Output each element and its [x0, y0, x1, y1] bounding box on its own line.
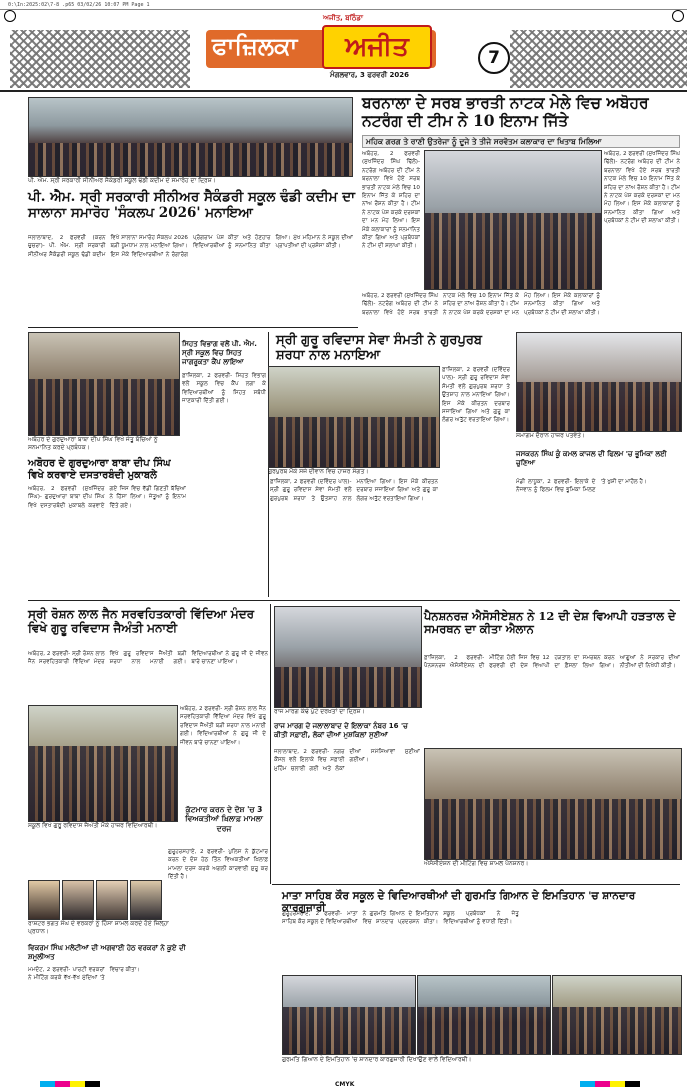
section-rule	[28, 600, 680, 601]
article-body: ਅਬੋਹਰ, 2 ਫਰਵਰੀ- ਸ੍ਰੀ ਰੋਸ਼ਨ ਲਾਲ ਜੈਨ ਸਰਵਹਿਤਕਾਰੀ ਵਿੱਦਿਆ ਮੰਦਰ ਵਿਖੇ ਗੁਰੂ ਰਵਿਦਾਸ ਜੈਅੰਤੀ ਬੜੀ ਸ਼ਰਧਾ ਨਾਲ ਮਨਾਈ ਗਈ। ਵਿਦਿਆਰਥੀਆਂ ਨੇ ਗੁਰੂ ਜੀ ਦੇ ਜੀਵਨ ਬਾਰੇ ਚਾਨਣਾ ਪਾਇਆ।	[28, 651, 268, 666]
photo-caption: ਰਾਸ਼ਟਰ ਭਗਤ ਸੰਘ ਦੇ ਵਰਕਰਾਂ ਨੂੰ ਹਿੱਸਾ ਸ਼ਾਮਲ ਕਰਦੇ ਹੋਏ ਜ਼ਿਲ੍ਹਾ ਪ੍ਰਧਾਨ।	[28, 920, 169, 935]
logo-ajit	[322, 25, 432, 69]
portrait-photo	[96, 880, 128, 920]
article-body: ਅਬੋਹਰ, 2 ਫਰਵਰੀ (ਸੁਖਜਿੰਦਰ ਸਿੰਘ ਢਿੱਲੋਂ)- ਨਟਰੰਗ ਅਬੋਹਰ ਦੀ ਟੀਮ ਨੇ ਬਰਨਾਲਾ ਵਿਖੇ ਹੋਏ ਸਰਬ ਭਾਰਤੀ ਨਾਟਕ ਮੇਲੇ ਵਿਚ 10 ਇਨਾਮ ਜਿੱਤ ਕੇ ਸ਼ਹਿਰ ਦਾ ਨਾਂਅ ਰੌਸ਼ਨ ਕੀਤਾ ਹੈ। ਟੀਮ ਨੇ ਨਾਟਕ ਪੇਸ਼ ਕਰਕੇ ਦਰਸ਼ਕਾਂ ਦਾ ਮਨ ਮੋਹ ਲਿਆ। ਇਸ ਮੌਕੇ ਕਲਾਕਾਰਾਂ ਨੂੰ ਸਨਮਾਨਿਤ ਕੀਤਾ ਗਿਆ ਅਤੇ ਪ੍ਰਬੰਧਕਾਂ ਨੇ ਟੀਮ ਦੀ ਸ਼ਲਾਘਾ ਕੀਤੀ।	[604, 151, 680, 225]
issue-date: ਮੰਗਲਵਾਰ, 3 ਫਰਵਰੀ 2026	[330, 71, 409, 79]
article-body: ਗੁਰੂਹਰਸਹਾਏ, 2 ਫਰਵਰੀ- ਪੁਲਿਸ ਨੇ ਕੁੱਟਮਾਰ ਕਰਨ ਦੇ ਦੋਸ਼ ਹੇਠ ਤਿੰਨ ਵਿਅਕਤੀਆਂ ਖ਼ਿਲਾਫ਼ ਮਾਮਲਾ ਦਰਜ ਕਰਕੇ ਅਗਲੀ ਕਾਰਵਾਈ ਸ਼ੁਰੂ ਕਰ ਦਿੱਤੀ ਹੈ।	[168, 849, 268, 881]
section-rule	[272, 884, 680, 885]
portrait-photo	[62, 880, 94, 920]
article-body: ਫ਼ਾਜ਼ਿਲਕਾ, 2 ਫਰਵਰੀ (ਦਵਿੰਦਰ ਪਾਲ)- ਸ੍ਰੀ ਗੁਰੂ ਰਵਿਦਾਸ ਸੇਵਾ ਸੰਮਤੀ ਵਲੋਂ ਗੁਰਪੁਰਬ ਸ਼ਰਧਾ ਤੇ ਉਤਸ਼ਾਹ ਨਾਲ ਮਨਾਇਆ ਗਿਆ। ਇਸ ਮੌਕੇ ਕੀਰਤਨ ਦਰਬਾਰ ਸਜਾਇਆ ਗਿਆ ਅਤੇ ਗੁਰੂ ਕਾ ਲੰਗਰ ਅਤੁੱਟ ਵਰਤਾਇਆ ਗਿਆ।	[270, 479, 438, 502]
headline-gurmat-exam: ਮਾਤਾ ਸਾਹਿਬ ਕੌਰ ਸਕੂਲ ਦੇ ਵਿਦਿਆਰਥੀਆਂ ਦੀ ਗੁਰਮਤਿ ਗਿਆਨ ਦੇ ਇਮਤਿਹਾਨ 'ਚ ਸ਼ਾਨਦਾਰ ਕਾਰਗੁਜ਼ਾਰੀ	[282, 890, 636, 915]
students-photo	[282, 975, 416, 1055]
pensioners-meeting-photo	[424, 748, 682, 860]
cmyk-mark: CMYK	[335, 1081, 355, 1088]
photo-caption: ਗੁਰਪੁਰਬ ਮੌਕੇ ਸਜੇ ਦੀਵਾਨ ਵਿਚ ਹਾਜ਼ਰ ਸੰਗਤ।	[268, 468, 369, 475]
subhead-natak-mela: ਮਹਿਕ ਗਰਗ ਤੇ ਰਾਣੀ ਉਤਰੇਜਾ ਨੂੰ ਦੂਜੇ ਤੇ ਤੀਜੇ ਸਰਵੋਤਮ ਕਲਾਕਾਰ ਦਾ ਖਿਤਾਬ ਮਿਲਿਆ	[362, 135, 680, 148]
headline-film-role: ਜਸਕਰਨ ਸਿੰਘ ਕੂੰ ਕਮਲ ਕਾਜਲ ਦੀ ਫਿਲਮ 'ਚ ਭੂਮਿਕਾ ਲਈ ਚੁਣਿਆ	[516, 450, 667, 467]
photo-caption: ਰਾਜ ਮਾਰਗ ਕੰਢੇ ਪੁੱਟੇ ਦਰਖ਼ਤਾਂ ਦਾ ਦ੍ਰਿਸ਼।	[274, 708, 365, 715]
school-jayanti-photo	[28, 705, 178, 822]
article-body: ਫ਼ਾਜ਼ਿਲਕਾ, 2 ਫਰਵਰੀ- ਪੈਨਸ਼ਨਰਜ਼ ਐਸੋਸੀਏਸ਼ਨ ਦੀ ਮੀਟਿੰਗ ਹੋਈ ਜਿਸ ਵਿਚ 12 ਫਰਵਰੀ ਦੀ ਦੇਸ਼ ਵਿਆਪੀ ਹੜਤਾਲ ਦਾ ਸਮਰਥਨ ਕਰਨ ਦਾ ਫ਼ੈਸਲਾ ਲਿਆ ਗਿਆ। ਆਗੂਆਂ ਨੇ ਸਰਕਾਰ ਦੀਆਂ ਨੀਤੀਆਂ ਦੀ ਨਿਖੇਧੀ ਕੀਤੀ।	[424, 655, 680, 670]
students-photo	[417, 975, 551, 1055]
ceremony-photo	[516, 332, 682, 432]
article-body: ਮਮਦੋਟ, 2 ਫਰਵਰੀ- ਪਾਰਟੀ ਵਰਕਰਾਂ ਨੇ ਮੀਟਿੰਗ ਕਰਕੇ ਵੱਖ-ਵੱਖ ਮੁੱਦਿਆਂ 'ਤੇ ਵਿਚਾਰ ਕੀਤਾ।	[28, 967, 141, 982]
article-body: ਗੁਰੂਹਰਸਹਾਏ, 2 ਫਰਵਰੀ- ਮਾਤਾ ਸਾਹਿਬ ਕੌਰ ਸਕੂਲ ਦੇ ਵਿਦਿਆਰਥੀਆਂ ਨੇ ਗੁਰਮਤਿ ਗਿਆਨ ਦੇ ਇਮਤਿਹਾਨ ਵਿਚ ਸ਼ਾਨਦਾਰ ਪ੍ਰਦਰਸ਼ਨ ਕੀਤਾ। ਸਕੂਲ ਪ੍ਰਬੰਧਕਾਂ ਨੇ ਜੇਤੂ ਵਿਦਿਆਰਥੀਆਂ ਨੂੰ ਵਧਾਈ ਦਿੱਤੀ।	[282, 911, 519, 926]
print-slug: 0:\In:2025:02\7-8 .p65 03/02/26 10:07 PM Page 1	[0, 0, 687, 10]
portrait-photo	[28, 880, 60, 920]
headline-ward-16: ਰਾਜ ਮਾਰਗ ਦੇ ਜਲਾਲਾਬਾਦ ਦੇ ਇਲਾਕਾ ਨੰਬਰ 16 'ਚ ਕੀਤੀ ਸਫ਼ਾਈ, ਲੋਕਾਂ ਦੀਆਂ ਮੁਸ਼ਕਿਲਾਂ ਸੁਣੀਆਂ	[274, 722, 408, 739]
headline-sankalp-2026: ਪੀ. ਐਮ. ਸ੍ਰੀ ਸਰਕਾਰੀ ਸੀਨੀਅਰ ਸੈਕੰਡਰੀ ਸਕੂਲ ਢੰਡੀ ਕਦੀਮ ਦਾ ਸਾਲਾਨਾ ਸਮਾਰੋਹ 'ਸੰਕਲਪ 2026' ਮਨਾਇਆ	[28, 189, 356, 221]
photo-caption: ਪੀ. ਐਮ. ਸ੍ਰੀ ਸਰਕਾਰੀ ਸੀਨੀਅਰ ਸੈਕੰਡਰੀ ਸਕੂਲ ਢੰਡੀ ਕਦੀਮ ਦੇ ਸਮਾਰੋਹ ਦਾ ਦ੍ਰਿਸ਼।	[28, 177, 216, 184]
article-body: ਫ਼ਾਜ਼ਿਲਕਾ, 2 ਫਰਵਰੀ- ਸਿਹਤ ਵਿਭਾਗ ਵਲੋਂ ਸਕੂਲ ਵਿਚ ਕੈਂਪ ਲਗਾ ਕੇ ਵਿਦਿਆਰਥੀਆਂ ਨੂੰ ਸਿਹਤ ਸਬੰਧੀ ਜਾਣਕਾਰੀ ਦਿੱਤੀ ਗਈ।	[182, 373, 266, 405]
article-body: ਜਲਾਲਾਬਾਦ, 2 ਫਰਵਰੀ- ਨਗਰ ਕੌਂਸਲ ਵਲੋਂ ਇਲਾਕੇ ਵਿਚ ਸਫ਼ਾਈ ਮੁਹਿੰਮ ਚਲਾਈ ਗਈ ਅਤੇ ਲੋਕਾਂ ਦੀਆਂ ਸਮੱਸਿਆਵਾਂ ਸੁਣੀਆਂ ਗਈਆਂ।	[274, 749, 420, 772]
column-rule	[270, 604, 271, 884]
masthead-pattern-right	[510, 30, 687, 88]
photo-caption: ਸਕੂਲ ਵਿਖੇ ਗੁਰੂ ਰਵਿਦਾਸ ਜੈਅੰਤੀ ਮੌਕੇ ਹਾਜ਼ਰ ਵਿਦਿਆਰਥੀ।	[28, 822, 158, 829]
gurpurab-photo	[268, 366, 440, 468]
headline-health-camp: ਸਿਹਤ ਵਿਭਾਗ ਵਲੋਂ ਪੀ. ਐਮ. ਸ੍ਰੀ ਸਕੂਲ ਵਿਚ ਸਿਹਤ ਜਾਗਰੂਕਤਾ ਕੈਂਪ ਲਾਇਆ	[182, 340, 257, 366]
masthead-rule	[0, 90, 687, 92]
headline-natak-mela: ਬਰਨਾਲਾ ਦੇ ਸਰਬ ਭਾਰਤੀ ਨਾਟਕ ਮੇਲੇ ਵਿਚ ਅਬੋਹਰ ਨਟਰੰਗ ਦੀ ਟੀਮ ਨੇ 10 ਇਨਾਮ ਜਿੱਤੇ	[362, 93, 649, 130]
headline-dastarbandi: ਅਬੋਹਰ ਦੇ ਗੁਰਦੁਆਰਾ ਬਾਬਾ ਦੀਪ ਸਿੰਘ ਵਿਖੇ ਕਰਵਾਏ ਦਸਤਾਰਬੰਦੀ ਮੁਕਾਬਲੇ	[28, 458, 171, 481]
portrait-photo	[130, 880, 162, 920]
drama-team-photo	[424, 150, 602, 290]
dastarbandi-photo	[28, 332, 180, 436]
article-body: ਅਬੋਹਰ, 2 ਫਰਵਰੀ (ਸੁਖਜਿੰਦਰ ਸਿੰਘ ਢਿੱਲੋਂ)- ਨਟਰੰਗ ਅਬੋਹਰ ਦੀ ਟੀਮ ਨੇ ਬਰਨਾਲਾ ਵਿਖੇ ਹੋਏ ਸਰਬ ਭਾਰਤੀ ਨਾਟਕ ਮੇਲੇ ਵਿਚ 10 ਇਨਾਮ ਜਿੱਤ ਕੇ ਸ਼ਹਿਰ ਦਾ ਨਾਂਅ ਰੌਸ਼ਨ ਕੀਤਾ ਹੈ। ਟੀਮ ਨੇ ਨਾਟਕ ਪੇਸ਼ ਕਰਕੇ ਦਰਸ਼ਕਾਂ ਦਾ ਮਨ ਮੋਹ ਲਿਆ। ਇਸ ਮੌਕੇ ਕਲਾਕਾਰਾਂ ਨੂੰ ਸਨਮਾਨਿਤ ਕੀਤਾ ਗਿਆ ਅਤੇ ਪ੍ਰਬੰਧਕਾਂ ਨੇ ਟੀਮ ਦੀ ਸ਼ਲਾਘਾ ਕੀਤੀ।	[362, 151, 420, 250]
headline-pensioners: ਪੈਨਸ਼ਨਰਜ਼ ਐਸੋਸੀਏਸ਼ਨ ਨੇ 12 ਦੀ ਦੇਸ਼ ਵਿਆਪੀ ਹੜਤਾਲ ਦੇ ਸਮਰਥਨ ਦਾ ਕੀਤਾ ਐਲਾਨ	[424, 609, 676, 637]
logo-city: ਫਾਜ਼ਿਲਕਾ	[212, 31, 298, 60]
edition-label: ਅਜੀਤ, ਬਠਿੰਡਾ	[323, 14, 364, 22]
column-rule	[28, 327, 358, 328]
headline-workers-join: ਵਿਕਰਮ ਸਿੰਘ ਮਲੋਟੀਆਂ ਦੀ ਅਗਵਾਈ ਹੇਠ ਵਰਕਰਾਂ ਨੇ ਕੂਏ ਦੀ ਸ਼ਮੂਲੀਅਤ	[28, 944, 186, 961]
headline-ravidas-jayanti: ਸ੍ਰੀ ਰੋਸ਼ਨ ਲਾਲ ਜੈਨ ਸਰਵਹਿਤਕਾਰੀ ਵਿੱਦਿਆ ਮੰਦਰ ਵਿਖੇ ਗੁਰੂ ਰਵਿਦਾਸ ਜੈਅੰਤੀ ਮਨਾਈ	[28, 607, 255, 635]
headline-case-registered: ਕੁੱਟਮਾਰ ਕਰਨ ਦੇ ਦੋਸ਼ 'ਚ 3 ਵਿਅਕਤੀਆਂ ਖ਼ਿਲਾਫ਼ ਮਾਮਲਾ ਦਰਜ	[185, 805, 263, 833]
article-body: ਜਲਾਲਾਬਾਦ, 2 ਫਰਵਰੀ (ਕਰਨ ਚੁਚਰਾ)- ਪੀ. ਐਮ. ਸ੍ਰੀ ਸਰਕਾਰੀ ਸੀਨੀਅਰ ਸੈਕੰਡਰੀ ਸਕੂਲ ਢੰਡੀ ਕਦੀਮ ਵਿਖੇ ਸਾਲਾਨਾ ਸਮਾਰੋਹ ਸੰਕਲਪ 2026 ਬੜੀ ਧੂਮਧਾਮ ਨਾਲ ਮਨਾਇਆ ਗਿਆ। ਇਸ ਮੌਕੇ ਵਿਦਿਆਰਥੀਆਂ ਨੇ ਰੰਗਾਰੰਗ ਪ੍ਰੋਗਰਾਮ ਪੇਸ਼ ਕੀਤਾ ਅਤੇ ਹੋਣਹਾਰ ਵਿਦਿਆਰਥੀਆਂ ਨੂੰ ਸਨਮਾਨਿਤ ਕੀਤਾ ਗਿਆ। ਮੁੱਖ ਮਹਿਮਾਨ ਨੇ ਸਕੂਲ ਦੀਆਂ ਪ੍ਰਾਪਤੀਆਂ ਦੀ ਪ੍ਰਸ਼ੰਸਾ ਕੀਤੀ।	[28, 235, 353, 258]
photo-caption: ਗੁਰਮਤਿ ਗਿਆਨ ਦੇ ਇਮਤਿਹਾਨ 'ਚ ਸ਼ਾਨਦਾਰ ਕਾਰਗੁਜ਼ਾਰੀ ਦਿਖਾਉਣ ਵਾਲੇ ਵਿਦਿਆਰਥੀ।	[282, 1056, 472, 1063]
registration-mark	[672, 10, 684, 22]
masthead-pattern-left	[10, 30, 190, 88]
color-strip	[580, 1081, 640, 1087]
registration-mark	[4, 10, 16, 22]
article-body: ਅਬੋਹਰ, 2 ਫਰਵਰੀ (ਸੁਖਜਿੰਦਰ ਸਿੰਘ ਢਿੱਲੋਂ)- ਨਟਰੰਗ ਅਬੋਹਰ ਦੀ ਟੀਮ ਨੇ ਬਰਨਾਲਾ ਵਿਖੇ ਹੋਏ ਸਰਬ ਭਾਰਤੀ ਨਾਟਕ ਮੇਲੇ ਵਿਚ 10 ਇਨਾਮ ਜਿੱਤ ਕੇ ਸ਼ਹਿਰ ਦਾ ਨਾਂਅ ਰੌਸ਼ਨ ਕੀਤਾ ਹੈ। ਟੀਮ ਨੇ ਨਾਟਕ ਪੇਸ਼ ਕਰਕੇ ਦਰਸ਼ਕਾਂ ਦਾ ਮਨ ਮੋਹ ਲਿਆ। ਇਸ ਮੌਕੇ ਕਲਾਕਾਰਾਂ ਨੂੰ ਸਨਮਾਨਿਤ ਕੀਤਾ ਗਿਆ ਅਤੇ ਪ੍ਰਬੰਧਕਾਂ ਨੇ ਟੀਮ ਦੀ ਸ਼ਲਾਘਾ ਕੀਤੀ।	[362, 293, 600, 316]
photo-caption: ਅਬੋਹਰ ਦੇ ਗੁਰਦੁਆਰਾ ਬਾਬਾ ਦੀਪ ਸਿੰਘ ਵਿਖੇ ਜੇਤੂ ਬੱਚਿਆਂ ਨੂੰ ਸਨਮਾਨਿਤ ਕਰਦੇ ਪ੍ਰਬੰਧਕ।	[28, 436, 158, 451]
article-body: ਅਬੋਹਰ, 2 ਫਰਵਰੀ- ਸ੍ਰੀ ਰੋਸ਼ਨ ਲਾਲ ਜੈਨ ਸਰਵਹਿਤਕਾਰੀ ਵਿੱਦਿਆ ਮੰਦਰ ਵਿਖੇ ਗੁਰੂ ਰਵਿਦਾਸ ਜੈਅੰਤੀ ਬੜੀ ਸ਼ਰਧਾ ਨਾਲ ਮਨਾਈ ਗਈ। ਵਿਦਿਆਰਥੀਆਂ ਨੇ ਗੁਰੂ ਜੀ ਦੇ ਜੀਵਨ ਬਾਰੇ ਚਾਨਣਾ ਪਾਇਆ।	[180, 706, 266, 746]
students-photo	[552, 975, 682, 1055]
logo-ajit-text: ਅਜੀਤ	[345, 32, 409, 62]
photo-caption: ਐਸੋਸੀਏਸ਼ਨ ਦੀ ਮੀਟਿੰਗ ਵਿਚ ਸ਼ਾਮਲ ਪੈਨਸ਼ਨਰ।	[424, 860, 529, 867]
page-number: 7	[478, 42, 510, 74]
article-body: ਫ਼ਾਜ਼ਿਲਕਾ, 2 ਫਰਵਰੀ (ਦਵਿੰਦਰ ਪਾਲ)- ਸ੍ਰੀ ਗੁਰੂ ਰਵਿਦਾਸ ਸੇਵਾ ਸੰਮਤੀ ਵਲੋਂ ਗੁਰਪੁਰਬ ਸ਼ਰਧਾ ਤੇ ਉਤਸ਼ਾਹ ਨਾਲ ਮਨਾਇਆ ਗਿਆ। ਇਸ ਮੌਕੇ ਕੀਰਤਨ ਦਰਬਾਰ ਸਜਾਇਆ ਗਿਆ ਅਤੇ ਗੁਰੂ ਕਾ ਲੰਗਰ ਅਤੁੱਟ ਵਰਤਾਇਆ ਗਿਆ।	[442, 367, 510, 424]
color-strip	[40, 1081, 100, 1087]
school-event-photo	[28, 97, 353, 177]
road-cleaning-photo	[274, 606, 422, 708]
article-body: ਅਬੋਹਰ, 2 ਫਰਵਰੀ (ਸੁਖਜਿੰਦਰ ਸਿੰਘ)- ਗੁਰਦੁਆਰਾ ਬਾਬਾ ਦੀਪ ਸਿੰਘ ਵਿਖੇ ਦਸਤਾਰਬੰਦੀ ਮੁਕਾਬਲੇ ਕਰਵਾਏ ਗਏ ਜਿਸ ਵਿਚ ਵੱਡੀ ਗਿਣਤੀ ਬੱਚਿਆਂ ਨੇ ਹਿੱਸਾ ਲਿਆ। ਜੇਤੂਆਂ ਨੂੰ ਇਨਾਮ ਦਿੱਤੇ ਗਏ।	[28, 486, 186, 509]
photo-caption: ਸਮਾਗਮ ਦੌਰਾਨ ਹਾਜ਼ਰ ਪਤਵੰਤੇ।	[516, 432, 586, 439]
article-body: ਮੰਡੀ ਲਾਧੂਕਾ, 2 ਫਰਵਰੀ- ਇਲਾਕੇ ਦੇ ਨੌਜਵਾਨ ਨੂੰ ਫਿਲਮ ਵਿਚ ਭੂਮਿਕਾ ਮਿਲਣ 'ਤੇ ਖੁਸ਼ੀ ਦਾ ਮਾਹੌਲ ਹੈ।	[516, 479, 647, 494]
headline-ravidas-gurpurab: ਸ੍ਰੀ ਗੁਰੂ ਰਵਿਦਾਸ ਸੇਵਾ ਸੰਮਤੀ ਨੇ ਗੁਰਪੁਰਬ ਸ਼ਰਧਾ ਨਾਲ ਮਨਾਇਆ	[276, 333, 483, 363]
